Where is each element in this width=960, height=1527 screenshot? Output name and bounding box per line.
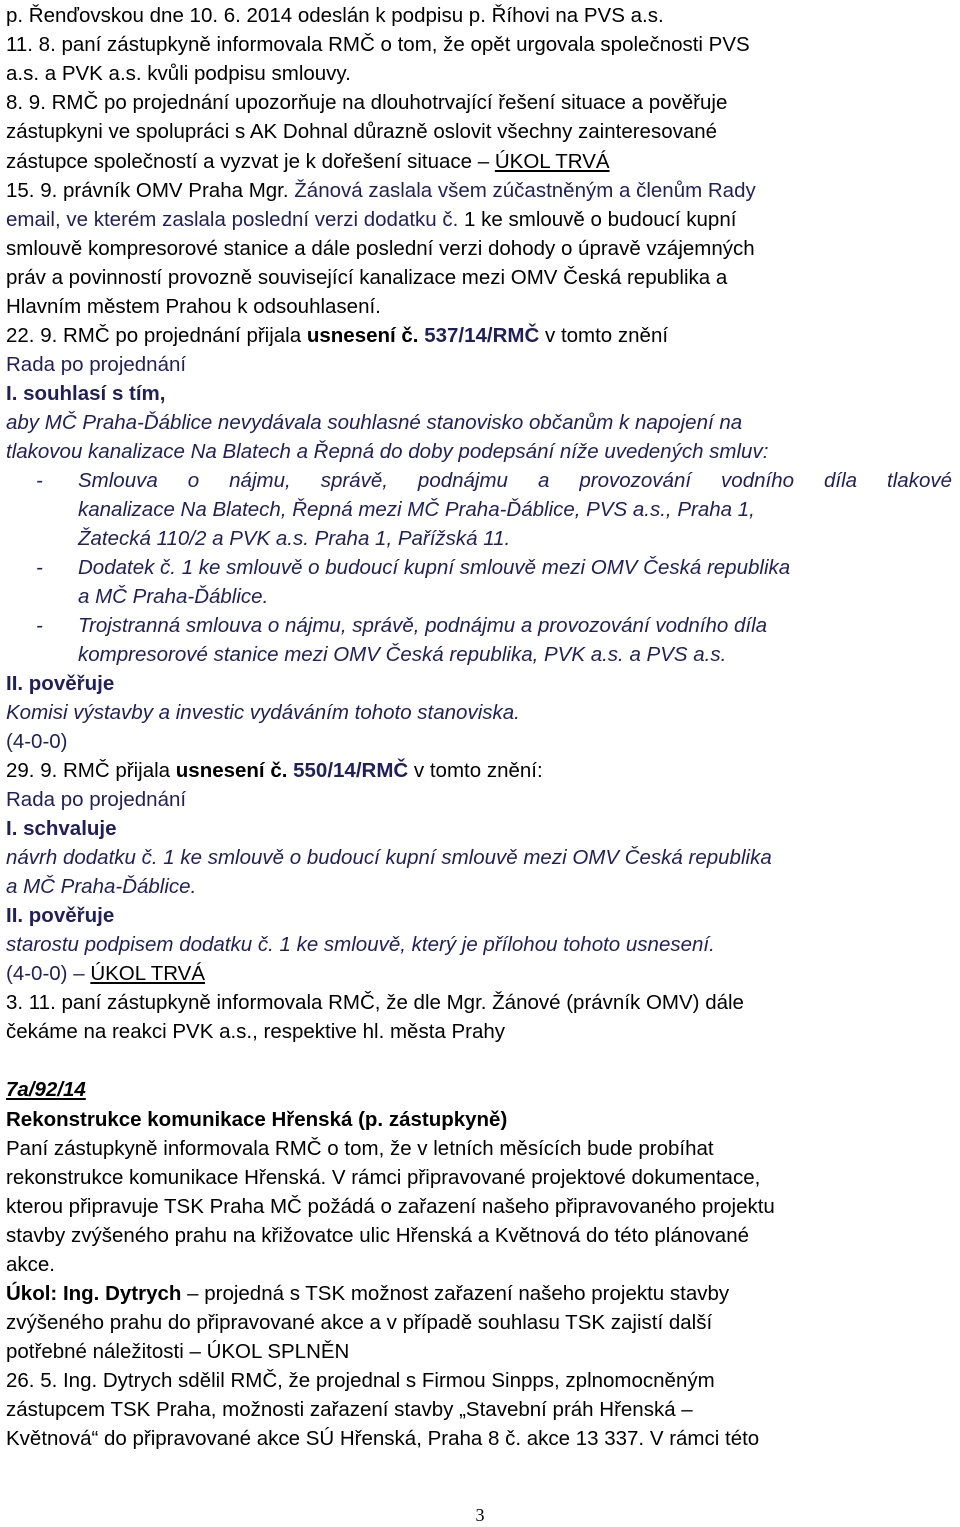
section-title: Rekonstrukce komunikace Hřenská (p. zástupkyně) xyxy=(6,1108,508,1131)
text-line: 22. 9. RMČ po projednání přijala usnesení č. 537/14/RMČ v tomto znění xyxy=(6,324,669,347)
text-line: potřebné náležitosti – ÚKOL SPLNĚN xyxy=(6,1340,350,1363)
list-item-line: Žatecká 110/2 a PVK a.s. Praha 1, Pařížská 11. xyxy=(78,527,511,550)
text-line: aby MČ Praha-Ďáblice nevydávala souhlasné stanovisko občanům k napojení na xyxy=(6,411,743,434)
page-number: 3 xyxy=(475,1505,485,1525)
text-line: Rada po projednání xyxy=(6,353,187,376)
list-item-line: Trojstranná smlouva o nájmu, správě, podnájmu a provozování vodního díla xyxy=(78,614,768,637)
resolution-point: I. schvaluje xyxy=(6,817,117,840)
text-line: Úkol: Ing. Dytrych – projedná s TSK možnost zařazení našeho projektu stavby xyxy=(6,1282,730,1305)
text-line: email, ve kterém zaslala poslední verzi dodatku č. 1 ke smlouvě o budoucí kupní xyxy=(6,208,737,231)
text-line: 15. 9. právník OMV Praha Mgr. Žánová zaslala všem zúčastněným a členům Rady xyxy=(6,179,756,202)
text-line: smlouvě kompresorové stanice a dále poslední verzi dohody o úpravě vzájemných xyxy=(6,237,755,260)
list-item-line: Smlouva o nájmu, správě, podnájmu a provozování vodního díla tlakové xyxy=(78,469,952,492)
text-line: 29. 9. RMČ přijala usnesení č. 550/14/RMČ v tomto znění: xyxy=(6,759,543,782)
text-line: (4-0-0) – ÚKOL TRVÁ xyxy=(6,962,206,985)
list-item-line: kompresorové stanice mezi OMV Česká republika, PVK a.s. a PVS a.s. xyxy=(78,643,727,666)
text-line: akce. xyxy=(6,1253,55,1276)
resolution-point: II. pověřuje xyxy=(6,672,115,695)
text-line: starostu podpisem dodatku č. 1 ke smlouvě, který je přílohou tohoto usnesení. xyxy=(6,933,715,956)
text-line: a.s. a PVK a.s. kvůli podpisu smlouvy. xyxy=(6,62,351,85)
text-line: práv a povinností provozně související kanalizace mezi OMV Česká republika a xyxy=(6,266,728,289)
text-line: 11. 8. paní zástupkyně informovala RMČ o tom, že opět urgovala společnosti PVS xyxy=(6,33,750,56)
text-line: Květnová“ do připravované akce SÚ Hřenská, Praha 8 č. akce 13 337. V rámci této xyxy=(6,1427,760,1450)
text-line: zvýšeného prahu do připravované akce a v případě souhlasu TSK zajistí další xyxy=(6,1311,713,1334)
list-bullet: - xyxy=(36,556,43,579)
list-bullet: - xyxy=(36,614,43,637)
text-line: tlakovou kanalizace Na Blatech a Řepná do doby podepsání níže uvedených smluv: xyxy=(6,440,769,463)
text-line: zástupkyni ve spolupráci s AK Dohnal důrazně oslovit všechny zainteresované xyxy=(6,120,718,143)
text-line: 26. 5. Ing. Dytrych sdělil RMČ, že projednal s Firmou Sinpps, zplnomocněným xyxy=(6,1369,715,1392)
text-line: zástupce společností a vyzvat je k dořešení situace – ÚKOL TRVÁ xyxy=(6,150,610,173)
resolution-point: II. pověřuje xyxy=(6,904,115,927)
list-item-line: a MČ Praha-Ďáblice. xyxy=(78,585,269,608)
text-line: 3. 11. paní zástupkyně informovala RMČ, že dle Mgr. Žánové (právník OMV) dále xyxy=(6,991,744,1014)
text-line: Rada po projednání xyxy=(6,788,187,811)
resolution-point: I. souhlasí s tím, xyxy=(6,382,166,405)
text-line: Paní zástupkyně informovala RMČ o tom, že v letních měsících bude probíhat xyxy=(6,1137,714,1160)
list-item-line: kanalizace Na Blatech, Řepná mezi MČ Praha-Ďáblice, PVS a.s., Praha 1, xyxy=(78,498,755,521)
text-line: Komisi výstavby a investic vydáváním tohoto stanoviska. xyxy=(6,701,520,724)
list-item-line: Dodatek č. 1 ke smlouvě o budoucí kupní smlouvě mezi OMV Česká republika xyxy=(78,556,791,579)
text-line: rekonstrukce komunikace Hřenská. V rámci připravované projektové dokumentace, xyxy=(6,1166,761,1189)
text-line: stavby zvýšeného prahu na křižovatce ulic Hřenská a Květnová do této plánované xyxy=(6,1224,749,1247)
text-line: čekáme na reakci PVK a.s., respektive hl. města Prahy xyxy=(6,1020,506,1043)
text-line: 8. 9. RMČ po projednání upozorňuje na dlouhotrvající řešení situace a pověřuje xyxy=(6,91,728,114)
text-line: Hlavním městem Prahou k odsouhlasení. xyxy=(6,295,381,318)
text-line: návrh dodatku č. 1 ke smlouvě o budoucí kupní smlouvě mezi OMV Česká republika xyxy=(6,846,772,869)
text-line: p. Řenďovskou dne 10. 6. 2014 odeslán k podpisu p. Říhovi na PVS a.s. xyxy=(6,4,664,27)
section-number: 7a/92/14 xyxy=(6,1078,86,1101)
task-status: ÚKOL TRVÁ xyxy=(90,962,206,985)
text-line: zástupcem TSK Praha, možnosti zařazení stavby „Stavební práh Hřenská – xyxy=(6,1398,693,1421)
task-status: ÚKOL TRVÁ xyxy=(494,150,610,173)
text-line: a MČ Praha-Ďáblice. xyxy=(6,875,197,898)
list-bullet: - xyxy=(36,469,43,492)
text-line: kterou připravuje TSK Praha MČ požádá o zařazení našeho připravovaného projektu xyxy=(6,1195,775,1218)
vote-result: (4-0-0) xyxy=(6,730,68,753)
